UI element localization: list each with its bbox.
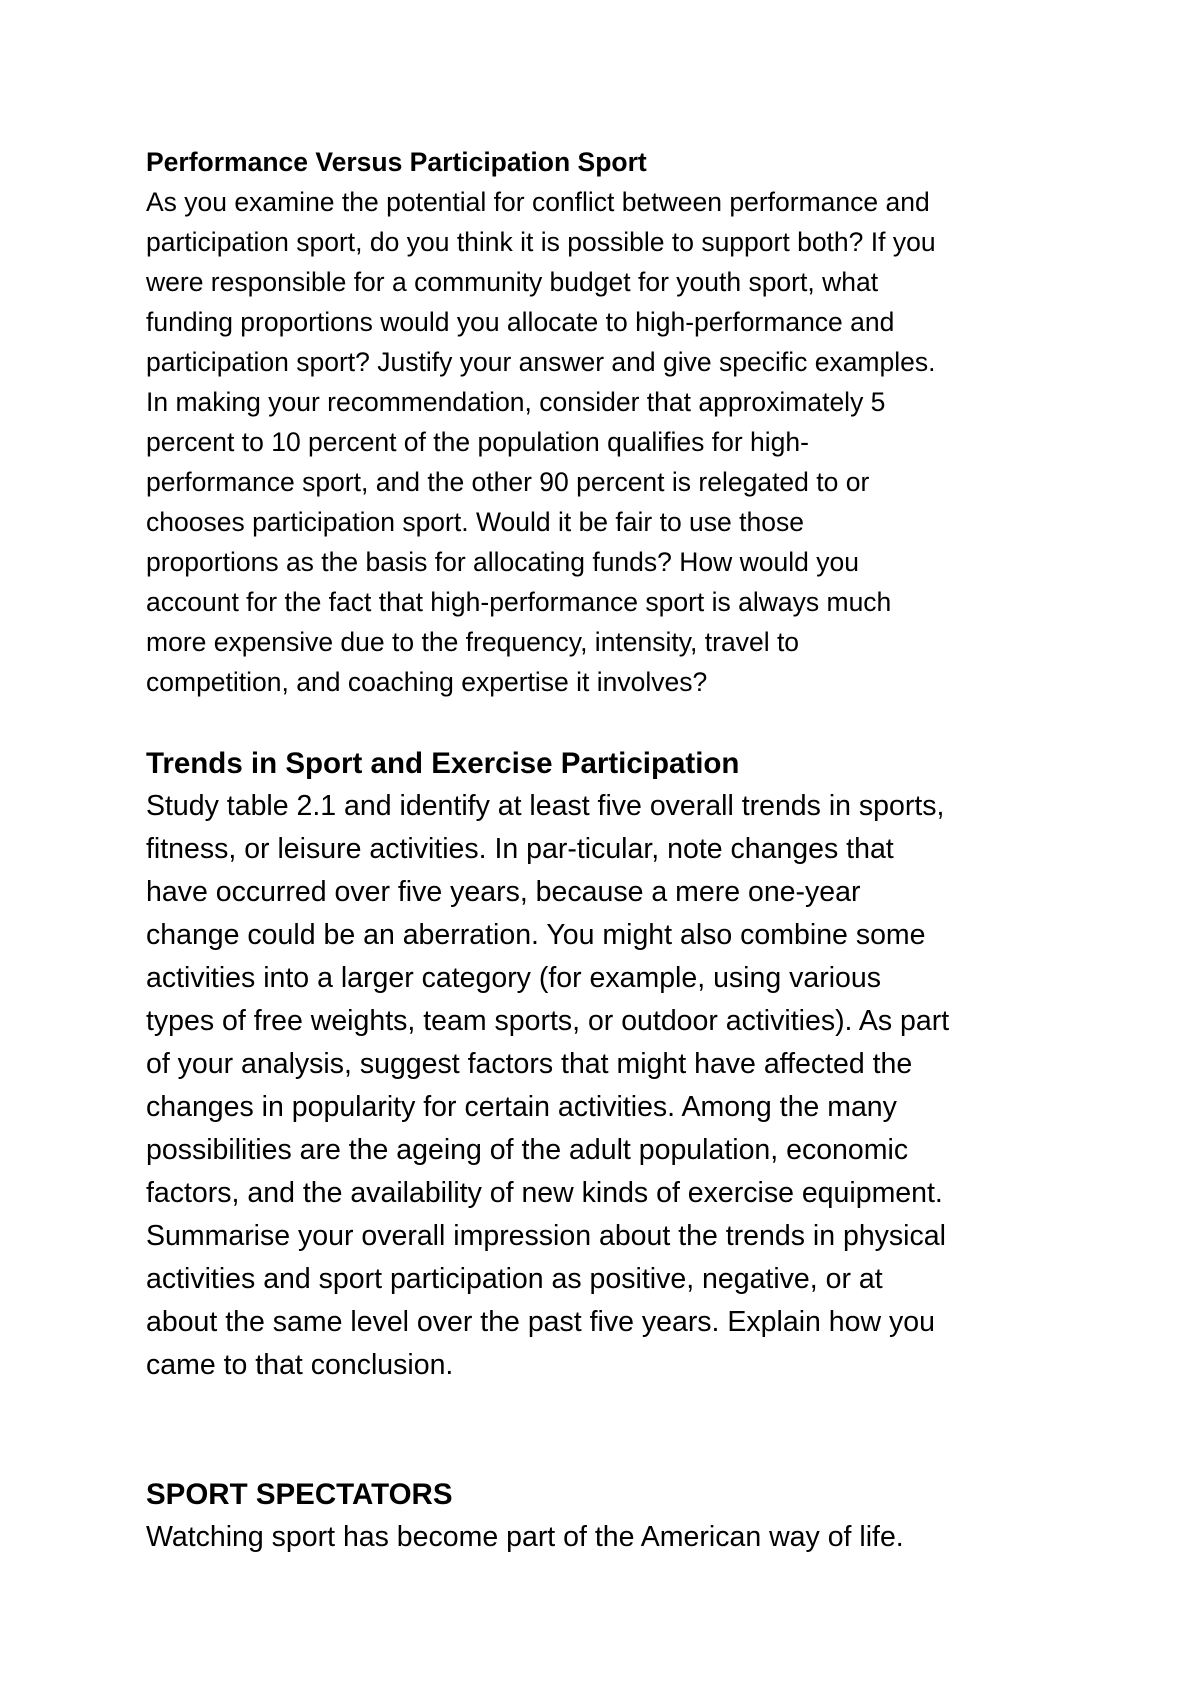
section-sport-spectators <box>146 1473 1076 1559</box>
section-trends-participation <box>146 742 1076 1387</box>
section-body <box>146 785 1076 1387</box>
body-line: change could be an aberration. You might also combine some <box>146 919 926 951</box>
body-line: competition, and coaching expertise it involves? <box>146 667 708 697</box>
body-line: participation sport, do you think it is possible to support both? If you <box>146 227 936 257</box>
body-line: fitness, or leisure activities. In par-ticular, note changes that <box>146 833 894 865</box>
section-heading: Trends in Sport and Exercise Participation <box>146 747 740 780</box>
body-line: funding proportions would you allocate to high-performance and <box>146 307 895 337</box>
body-line: Study table 2.1 and identify at least five overall trends in sports, <box>146 790 945 822</box>
body-line: participation sport? Justify your answer and give specific examples. <box>146 347 936 377</box>
body-line: factors, and the availability of new kinds of exercise equipment. <box>146 1177 943 1209</box>
body-line: types of free weights, team sports, or outdoor activities). As part <box>146 1005 950 1037</box>
body-line: As you examine the potential for conflict between performance and <box>146 187 930 217</box>
body-line: have occurred over five years, because a mere one-year <box>146 876 861 908</box>
section-heading: SPORT SPECTATORS <box>146 1478 453 1511</box>
section-performance-vs-participation <box>146 142 1076 702</box>
body-line: changes in popularity for certain activities. Among the many <box>146 1091 897 1123</box>
section-body <box>146 1516 1076 1559</box>
body-line: Watching sport has become part of the American way of life. <box>146 1521 904 1553</box>
body-line: were responsible for a community budget for youth sport, what <box>146 267 879 297</box>
body-line: of your analysis, suggest factors that might have affected the <box>146 1048 913 1080</box>
body-line: performance sport, and the other 90 percent is relegated to or <box>146 467 870 497</box>
body-line: Summarise your overall impression about the trends in physical <box>146 1220 946 1252</box>
body-line: proportions as the basis for allocating funds? How would you <box>146 547 859 577</box>
section-heading: Performance Versus Participation Sport <box>146 147 647 177</box>
body-line: account for the fact that high-performance sport is always much <box>146 587 892 617</box>
body-line: came to that conclusion. <box>146 1349 454 1381</box>
body-line: about the same level over the past five years. Explain how you <box>146 1306 935 1338</box>
body-line: more expensive due to the frequency, intensity, travel to <box>146 627 800 657</box>
section-body <box>146 182 1076 702</box>
body-line: possibilities are the ageing of the adult population, economic <box>146 1134 909 1166</box>
document-page <box>146 142 1076 1559</box>
body-line: activities into a larger category (for example, using various <box>146 962 882 994</box>
body-line: In making your recommendation, consider that approximately 5 <box>146 387 886 417</box>
body-line: activities and sport participation as positive, negative, or at <box>146 1263 883 1295</box>
body-line: chooses participation sport. Would it be fair to use those <box>146 507 804 537</box>
body-line: percent to 10 percent of the population qualifies for high- <box>146 427 809 457</box>
